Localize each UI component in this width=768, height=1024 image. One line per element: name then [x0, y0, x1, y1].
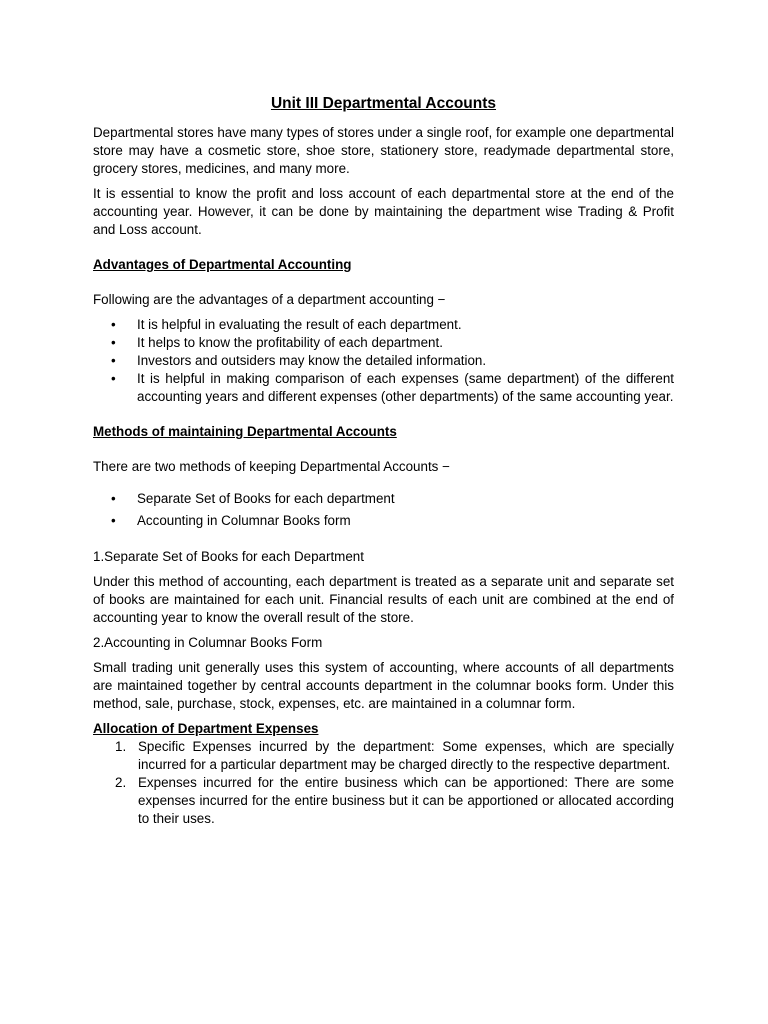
list-item-text: It is helpful in making comparison of each expenses (same department) of the different accounting years and different expenses (other departments) of the same accounting year.	[137, 371, 674, 404]
list-item-text: Accounting in Columnar Books form	[137, 513, 351, 528]
spacer	[93, 239, 674, 256]
list-item-text: Separate Set of Books for each department	[137, 491, 395, 506]
bullet-icon: •	[111, 513, 116, 528]
list-item-text: Investors and outsiders may know the detailed information.	[137, 353, 487, 368]
allocation-list	[93, 738, 674, 828]
advantages-heading: Advantages of Departmental Accounting	[93, 257, 352, 272]
list-item	[93, 316, 674, 334]
bullet-icon: •	[111, 353, 116, 368]
list-item	[93, 738, 674, 774]
advantages-list	[93, 316, 674, 406]
spacer	[93, 566, 674, 573]
document-page	[93, 94, 674, 828]
allocation-heading: Allocation of Department Expenses	[93, 721, 319, 736]
list-item	[93, 774, 674, 828]
spacer	[93, 627, 674, 634]
spacer	[93, 476, 674, 490]
list-item	[93, 352, 674, 370]
list-item	[93, 334, 674, 352]
list-item-text: It is helpful in evaluating the result of each department.	[137, 317, 462, 332]
advantages-lead: Following are the advantages of a department accounting −	[93, 292, 446, 307]
list-item-text: Specific Expenses incurred by the department: Some expenses, which are specially incurred for a particular department may be charged directly to the respective department.	[138, 739, 674, 772]
bullet-icon: •	[111, 335, 116, 350]
method1-text: Under this method of accounting, each department is treated as a separate unit and separate set of books are maintained for each unit. Financial results of each unit are combined at the end of accounting year to know the overall result of the store.	[93, 574, 674, 625]
spacer	[93, 441, 674, 458]
methods-lead: There are two methods of keeping Departmental Accounts −	[93, 459, 450, 474]
bullet-icon: •	[111, 491, 116, 506]
spacer	[93, 274, 674, 291]
methods-list	[93, 490, 674, 530]
spacer	[93, 309, 674, 316]
list-item	[93, 370, 674, 406]
list-number: 2.	[115, 775, 127, 790]
list-number: 1.	[115, 739, 127, 754]
document-title: Unit III Departmental Accounts	[270, 95, 497, 112]
intro-paragraph-1: Departmental stores have many types of stores under a single roof, for example one departmental store may have a cosmetic store, shoe store, stationery store, readymade departmental store, grocery stores, medicines, and many more.	[93, 125, 674, 176]
bullet-icon: •	[111, 371, 116, 386]
spacer	[93, 652, 674, 659]
spacer	[93, 178, 674, 185]
method2-title: 2.Accounting in Columnar Books Form	[93, 635, 323, 650]
intro-paragraph-2: It is essential to know the profit and loss account of each departmental store at the end of the accounting year. However, it can be done by maintaining the department wise Trading & Profit and Loss account.	[93, 186, 674, 237]
method1-title: 1.Separate Set of Books for each Department	[93, 549, 364, 564]
list-item	[93, 490, 674, 508]
list-item-text: It helps to know the profitability of each department.	[137, 335, 443, 350]
spacer	[93, 406, 674, 423]
list-item-text: Expenses incurred for the entire business which can be apportioned: There are some expenses incurred for the entire business but it can be apportioned or allocated according to their uses.	[138, 775, 674, 826]
list-item	[93, 512, 674, 530]
bullet-icon: •	[111, 317, 116, 332]
method2-text: Small trading unit generally uses this system of accounting, where accounts of all departments are maintained together by central accounts department in the columnar books form. Under this method, sale, purchase, stock, expenses, etc. are maintained in a columnar form.	[93, 660, 674, 711]
spacer	[93, 534, 674, 548]
methods-heading: Methods of maintaining Departmental Accounts	[93, 424, 397, 439]
spacer	[93, 713, 674, 720]
